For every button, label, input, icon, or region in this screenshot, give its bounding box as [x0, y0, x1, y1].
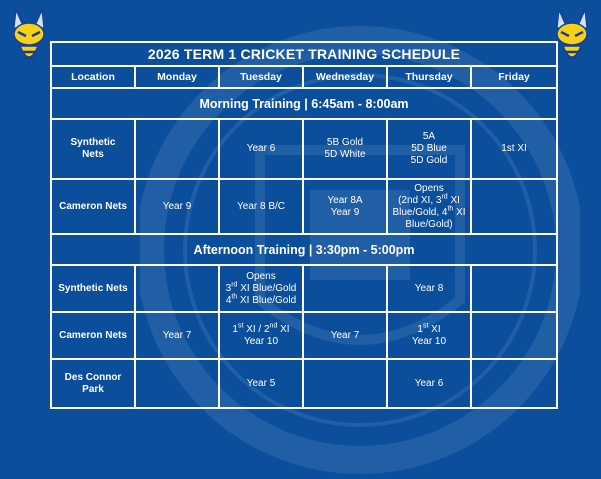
- table-row: [51, 265, 557, 312]
- group-label: Year 7: [330, 329, 360, 341]
- table-row: [51, 359, 557, 408]
- schedule-cell-wednesday: [303, 119, 387, 179]
- group-label: 1st XI / 2nd XI: [232, 322, 290, 335]
- table-row: [51, 119, 557, 179]
- schedule-cell-monday: [135, 312, 219, 359]
- group-label: Opens: [246, 270, 276, 282]
- group-label: Year 8 B/C: [237, 200, 285, 212]
- schedule-cell-monday: [135, 359, 219, 408]
- hornet-mascot-icon: [4, 6, 54, 68]
- location-cell: [51, 265, 135, 312]
- location-cell: [51, 119, 135, 179]
- group-label: 1st XI: [417, 322, 441, 335]
- table-row: [51, 179, 557, 234]
- schedule-title: 2026 TERM 1 CRICKET TRAINING SCHEDULE: [51, 42, 557, 66]
- header-friday: Friday: [471, 66, 557, 88]
- schedule-cell-tuesday: [219, 179, 303, 234]
- group-label: Year 8: [414, 282, 444, 294]
- group-label: 5D Blue: [411, 143, 447, 154]
- location-cell: [51, 359, 135, 408]
- schedule-cell-thursday: [387, 359, 471, 408]
- group-label: Year 6: [246, 143, 276, 154]
- group-label: Opens: [414, 182, 444, 194]
- location-cell: [51, 179, 135, 234]
- schedule-cell-tuesday: [219, 359, 303, 408]
- group-label: 4th XI Blue/Gold: [225, 293, 297, 306]
- group-label: Year 7: [162, 329, 192, 341]
- group-label: 1st XI: [501, 143, 527, 154]
- group-label: Year 9: [162, 200, 192, 212]
- schedule-cell-friday: [471, 312, 557, 359]
- schedule-cell-wednesday: [303, 359, 387, 408]
- header-wednesday: Wednesday: [303, 66, 387, 88]
- location-label: Cameron Nets: [59, 200, 127, 212]
- group-label: Year 10: [411, 335, 447, 347]
- location-label: Synthetic Nets: [58, 282, 128, 294]
- group-label: Year 6: [414, 377, 444, 389]
- schedule-cell-tuesday: [219, 119, 303, 179]
- group-label: Year 9: [330, 206, 360, 218]
- group-label: 5D Gold: [410, 155, 448, 166]
- group-label: Year 5: [246, 377, 276, 389]
- afternoon-section-label: Afternoon Training | 3:30pm - 5:00pm: [51, 234, 557, 265]
- schedule-cell-friday: [471, 119, 557, 179]
- group-label: (2nd XI, 3rd XI: [398, 193, 460, 206]
- schedule-cell-monday: [135, 119, 219, 179]
- schedule-cell-wednesday: [303, 265, 387, 312]
- schedule-cell-tuesday: [219, 312, 303, 359]
- group-label: Year 8A: [327, 194, 363, 206]
- header-row: [51, 66, 557, 88]
- group-label: 5D White: [324, 149, 366, 160]
- group-label: Blue/Gold): [405, 218, 453, 230]
- schedule-cell-tuesday: [219, 265, 303, 312]
- table-row: [51, 312, 557, 359]
- schedule-cell-thursday: [387, 119, 471, 179]
- morning-section-label: Morning Training | 6:45am - 8:00am: [51, 88, 557, 119]
- group-label: 5A: [422, 131, 436, 142]
- group-label: 5B Gold: [326, 137, 364, 148]
- group-label: 3rd XI Blue/Gold: [225, 281, 297, 294]
- header-location: Location: [51, 66, 135, 88]
- schedule-cell-wednesday: [303, 312, 387, 359]
- header-tuesday: Tuesday: [219, 66, 303, 88]
- group-label: Year 10: [243, 335, 279, 347]
- schedule-cell-thursday: [387, 265, 471, 312]
- schedule-cell-monday: [135, 265, 219, 312]
- location-label: Cameron Nets: [59, 329, 127, 341]
- schedule-cell-friday: [471, 265, 557, 312]
- header-thursday: Thursday: [387, 66, 471, 88]
- schedule-cell-thursday: [387, 312, 471, 359]
- schedule-cell-friday: [471, 359, 557, 408]
- schedule-cell-wednesday: [303, 179, 387, 234]
- group-label: Blue/Gold, 4th XI: [392, 205, 466, 218]
- location-label: Des Connor Park: [64, 371, 122, 395]
- header-monday: Monday: [135, 66, 219, 88]
- schedule-cell-friday: [471, 179, 557, 234]
- location-label: Synthetic Nets: [70, 137, 116, 160]
- location-cell: [51, 312, 135, 359]
- schedule-cell-thursday: [387, 179, 471, 234]
- schedule-cell-monday: [135, 179, 219, 234]
- training-schedule-table: [50, 41, 558, 409]
